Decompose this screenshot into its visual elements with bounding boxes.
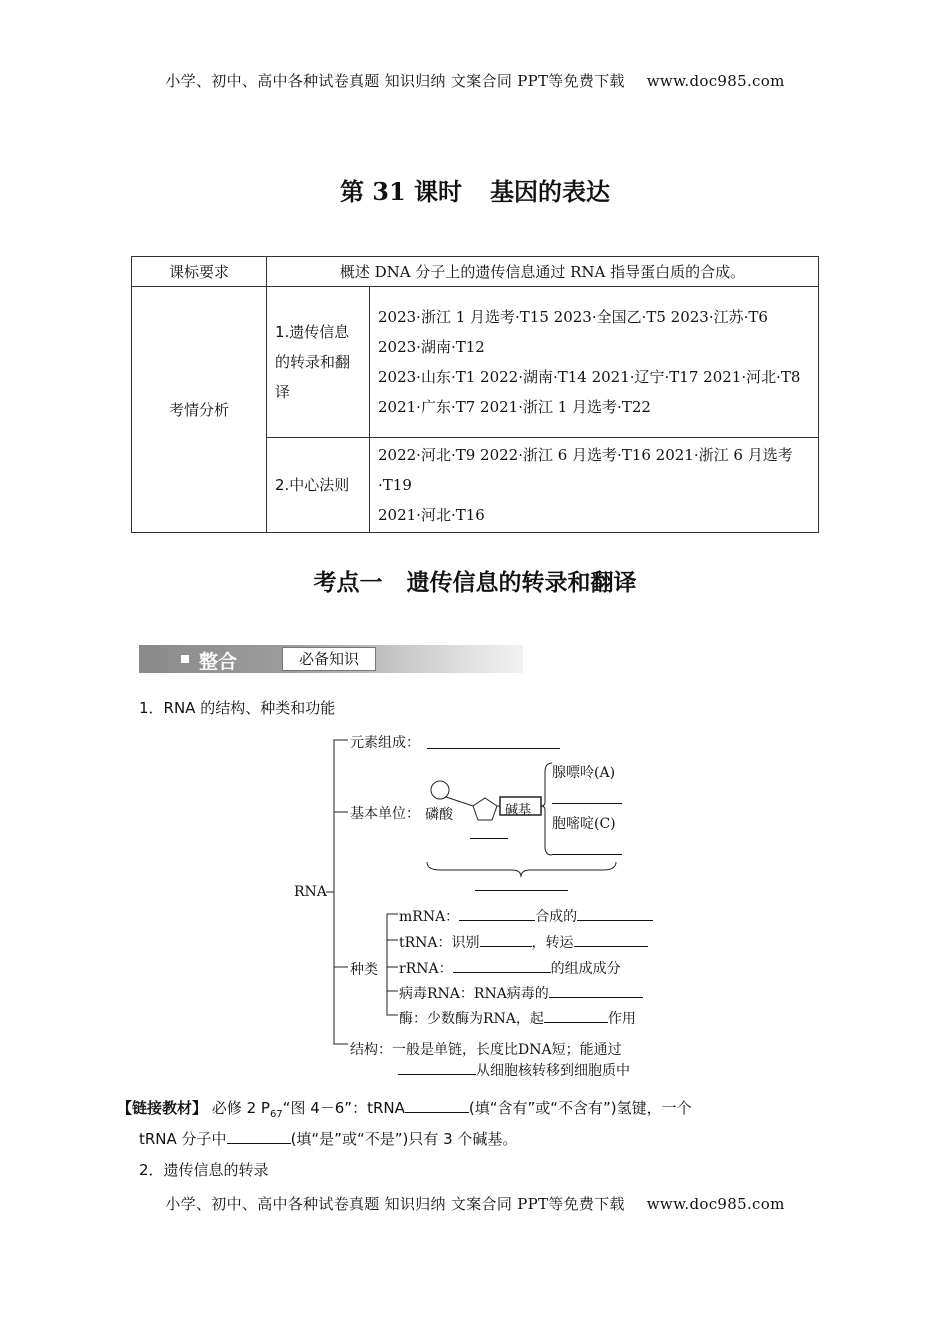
- rna-root-label: RNA: [294, 884, 327, 900]
- textbook-link-line-2: [139, 1128, 517, 1149]
- item-1-heading: 1．RNA 的结构、种类和功能: [139, 699, 336, 717]
- phosphate-label: 磷酸: [425, 807, 453, 823]
- textbook-link-line-1: [117, 1097, 692, 1120]
- page-footer: [0, 1193, 950, 1214]
- link-text: “图 4－6”：tRNA: [282, 1099, 405, 1117]
- exam-line: 2021·河北·T16: [378, 506, 485, 524]
- item-2-heading: 2．遗传信息的转录: [139, 1161, 269, 1179]
- link-label: 【链接教材】: [117, 1099, 208, 1117]
- element-label: 元素组成：: [350, 735, 420, 751]
- banner-main: 整合: [199, 651, 238, 673]
- answer-blank[interactable]: [470, 838, 508, 839]
- answer-blank[interactable]: [459, 906, 535, 921]
- link-text: tRNA 分子中: [139, 1130, 227, 1148]
- enzyme-row: [399, 1008, 636, 1028]
- pyrimidine-label: 胞嘧啶(C): [552, 816, 616, 832]
- answer-blank[interactable]: [480, 932, 532, 947]
- structure-line-1: 结构：一般是单链，长度比DNA短；能通过: [350, 1042, 622, 1058]
- rrna-label: rRNA：: [399, 961, 453, 977]
- answer-blank[interactable]: [453, 958, 551, 973]
- answer-blank[interactable]: [398, 1060, 476, 1075]
- virus-rna-label: 病毒RNA：RNA病毒的: [399, 986, 549, 1002]
- exam-line: 2023·浙江 1 月选考·T15 2023·全国乙·T5 2023·江苏·T6: [378, 308, 768, 326]
- answer-blank[interactable]: [577, 906, 653, 921]
- rrna-row: [399, 958, 621, 978]
- virus-rna-row: [399, 983, 643, 1003]
- page-subscript: 67: [269, 1109, 283, 1120]
- exam-line: 2021·广东·T7 2021·浙江 1 月选考·T22: [378, 398, 651, 416]
- analysis-label: 考情分析: [132, 287, 267, 533]
- trna-row: [399, 932, 648, 952]
- unit-label: 基本单位：: [350, 806, 420, 822]
- section-number: 考点一: [313, 569, 383, 596]
- req-label: 课标要求: [132, 257, 267, 287]
- answer-blank[interactable]: [552, 854, 622, 855]
- topic-1: 1.遗传信息的转录和翻译: [267, 287, 370, 438]
- trna-text: ，转运: [531, 935, 574, 951]
- exam-line: 2023·山东·T1 2022·湖南·T14 2021·辽宁·T17 2021·河北·T8: [378, 368, 801, 386]
- enzyme-text: 作用: [607, 1011, 636, 1027]
- answer-blank[interactable]: [475, 890, 568, 891]
- mrna-label: mRNA：: [399, 909, 460, 925]
- answer-blank[interactable]: [552, 803, 622, 804]
- lesson-topic: 基因的表达: [490, 177, 611, 206]
- link-text: (填“含有”或“不含有”)氢键，一个: [468, 1099, 692, 1117]
- answer-blank[interactable]: [405, 1098, 469, 1113]
- topic-2: 2.中心法则: [267, 438, 370, 533]
- lesson-number: 第 31 课时: [339, 177, 463, 206]
- section-name: 遗传信息的转录和翻译: [406, 569, 637, 596]
- link-text: (填“是”或“不是”)只有 3 个碱基。: [290, 1130, 518, 1148]
- link-text: 必修 2 P: [211, 1099, 270, 1117]
- enzyme-label: 酶：少数酶为RNA，起: [399, 1011, 544, 1027]
- base-label: 碱基: [505, 803, 532, 818]
- answer-blank[interactable]: [549, 983, 643, 998]
- trna-label: tRNA：识别: [399, 935, 480, 951]
- types-label: 种类: [350, 962, 378, 978]
- exam-line: 2022·河北·T9 2022·浙江 6 月选考·T16 2021·浙江 6 月选考·T19: [378, 446, 793, 494]
- answer-blank[interactable]: [544, 1008, 608, 1023]
- banner-sub: 必备知识: [282, 647, 376, 671]
- answer-blank[interactable]: [574, 932, 648, 947]
- footer-site[interactable]: www.doc985.com: [646, 1195, 785, 1213]
- header-site[interactable]: www.doc985.com: [646, 72, 785, 90]
- footer-text: 小学、初中、高中各种试卷真题 知识归纳 文案合同 PPT等免费下载: [165, 1195, 625, 1213]
- header-text: 小学、初中、高中各种试卷真题 知识归纳 文案合同 PPT等免费下载: [165, 72, 625, 90]
- structure-text: 从细胞核转移到细胞质中: [476, 1063, 630, 1079]
- mrna-text: 合成的: [535, 909, 578, 925]
- answer-blank[interactable]: [427, 748, 560, 749]
- purine-label: 腺嘌呤(A): [552, 765, 616, 781]
- req-text: 概述 DNA 分子上的遗传信息通过 RNA 指导蛋白质的合成。: [267, 257, 819, 287]
- rrna-text: 的组成成分: [550, 961, 621, 977]
- mrna-row: [399, 906, 653, 926]
- structure-line-2: [398, 1060, 630, 1080]
- answer-blank[interactable]: [227, 1129, 291, 1144]
- exam-line: 2023·湖南·T12: [378, 338, 485, 356]
